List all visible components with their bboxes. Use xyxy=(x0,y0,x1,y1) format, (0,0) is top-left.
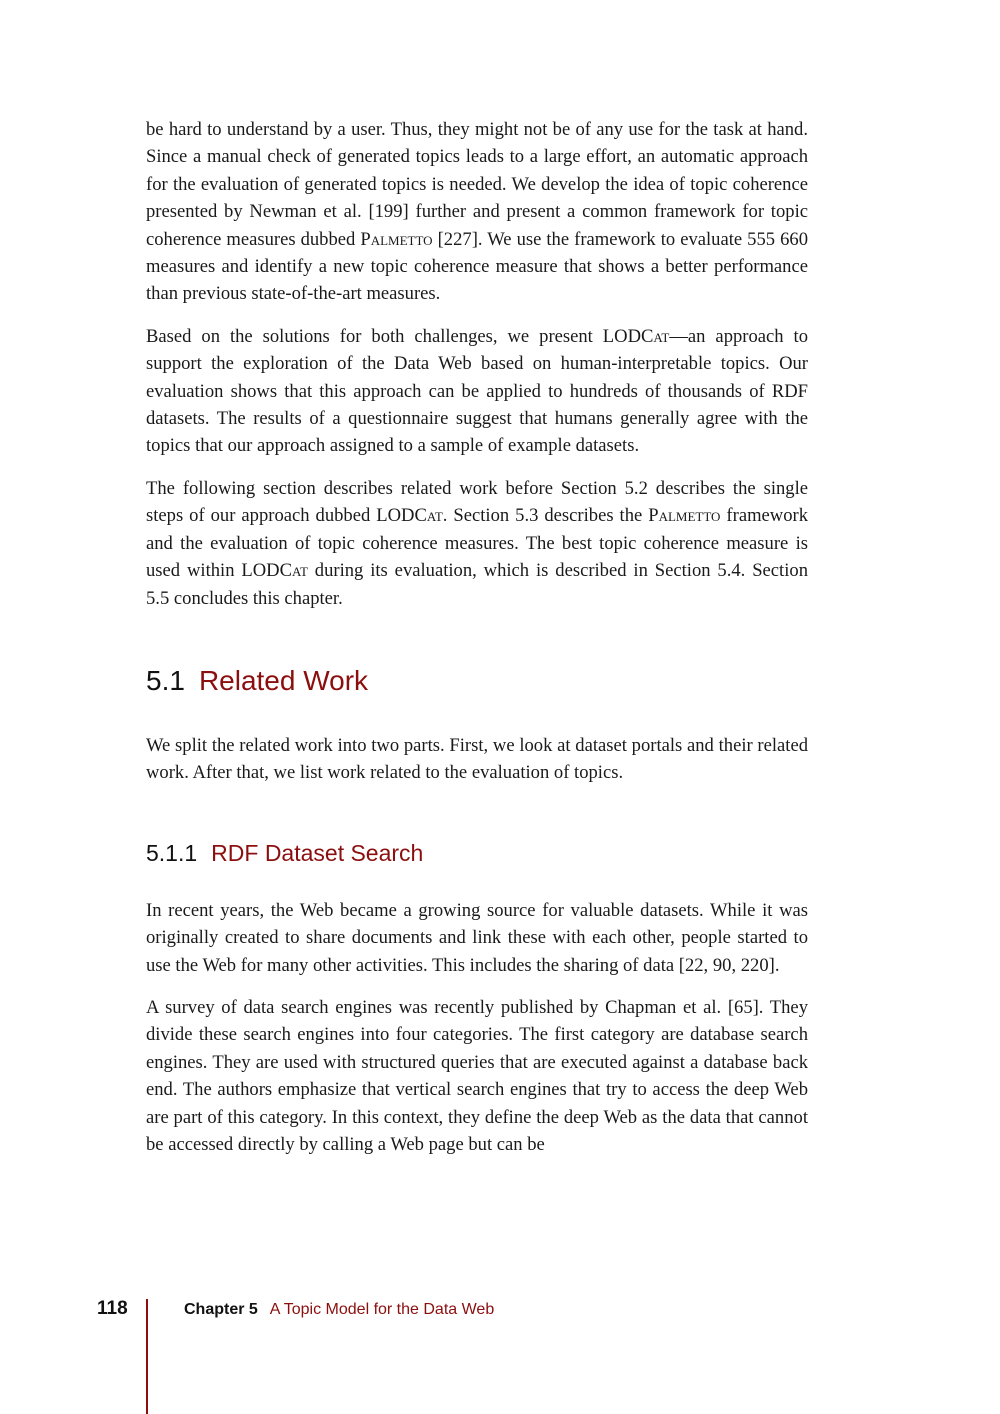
page-number: 118 xyxy=(97,1298,128,1319)
paragraph-related-work-intro: We split the related work into two parts. First, we look at dataset portals and their related work. After that, we list work related to the evaluation of topics. xyxy=(146,734,808,784)
subsection-heading xyxy=(146,839,808,867)
palmetto-name: Palmetto xyxy=(648,505,721,527)
main-content xyxy=(146,116,808,1173)
paragraph-data-search-survey: A survey of data search engines was recently published by Chapman et al. [65]. They divide these search engines into four categories. The first category are database search engines. They are used with structured queries that are executed against a database back end. The authors emphasize that vertical search engines that try to access the deep Web are part of this category. In this context, they define the deep Web as the data that cannot be accessed directly by calling a Web page but can be xyxy=(146,996,808,1155)
running-head xyxy=(184,1301,494,1319)
section-number: 5.1 xyxy=(146,664,185,696)
palmetto-name: Palmetto xyxy=(360,228,433,250)
section-heading xyxy=(146,664,808,698)
section-title: Related Work xyxy=(198,664,369,696)
subsection-title: RDF Dataset Search xyxy=(211,839,424,866)
footer-divider xyxy=(146,1299,148,1414)
lodcat-name: Cat xyxy=(279,560,308,582)
subsection-number: 5.1.1 xyxy=(146,839,198,866)
page-footer xyxy=(0,1295,1000,1414)
paragraph-coherence-intro: be hard to understand by a user. Thus, they might not be of any use for the task at hand. Since a manual check of generated topics leads to a large effort, an automatic approach for the evaluation of generated topics is needed. We develop the idea of topic coherence presented by Newman et al. [199] further and present a common framework for topic coherence measures dubbed Palmetto [227]. We use the framework to evaluate 555 660 measures and identify a new topic coherence measure that shows a better performance than previous state-of-the-art measures. xyxy=(146,119,808,305)
paragraph-chapter-outline: The following section describes related work before Section 5.2 describes the single steps of our approach dubbed LODCat. Section 5.3 describes the Palmetto framework and the evaluation of topic coherence measures. The best topic coherence measure is used within LODCat during its evaluation, which is described in Section 5.4. Section 5.5 concludes this chapter. xyxy=(146,477,808,609)
chapter-title: A Topic Model for the Data Web xyxy=(269,1301,495,1318)
chapter-label: Chapter 5 xyxy=(184,1301,258,1318)
lodcat-name: Cat xyxy=(641,325,670,347)
lodcat-name: Cat xyxy=(414,505,443,527)
paragraph-web-datasets: In recent years, the Web became a growing source for valuable datasets. While it was originally created to share documents and link these with each other, people started to use the Web for many other activities. This includes the sharing of data [22, 90, 220]. xyxy=(146,899,808,976)
paragraph-lodcat-overview: Based on the solutions for both challenges, we present LODCat—an approach to support the exploration of the Data Web based on human-interpretable topics. Our evaluation shows that this approach can be applied to hundreds of thousands of RDF datasets. The results of a questionnaire suggest that humans generally agree with the topics that our approach assigned to a sample of example datasets. xyxy=(146,325,808,457)
